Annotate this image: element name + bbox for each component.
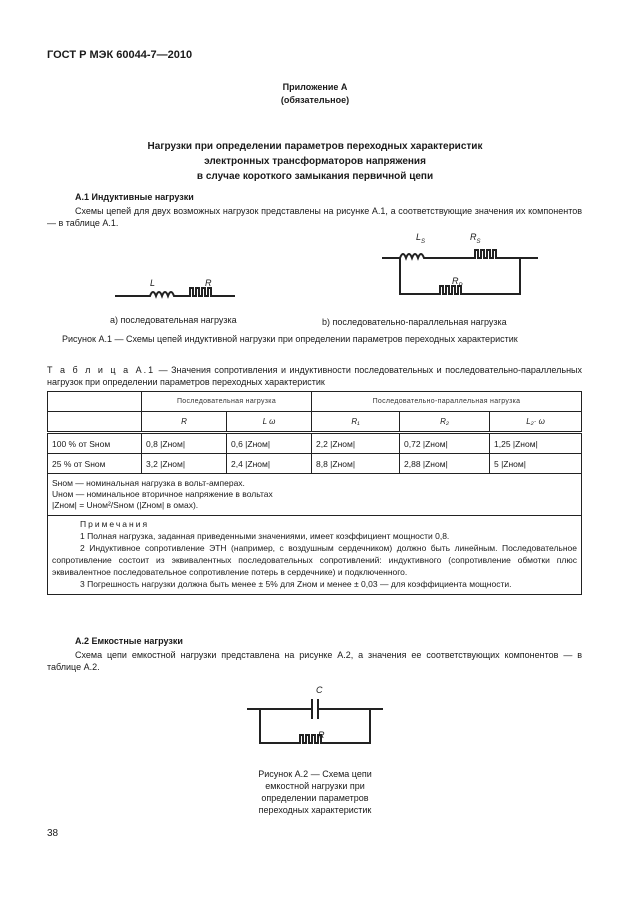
legend-line: Sном — номинальная нагрузка в вольт-амперах.	[52, 478, 245, 488]
table-legend	[48, 474, 582, 516]
section-a2-heading: А.2 Емкостные нагрузки	[75, 636, 183, 646]
label-R: R	[205, 278, 212, 288]
label-RP	[452, 276, 463, 289]
group-header: Последовательная нагрузка	[142, 392, 312, 412]
note: 2 Индуктивное сопротивление ЭТН (например, с воздушным сердечником) должно быть линейным. Последовательное сопротивление состоит из эквивалентных последовательных сопротивлений: индуктивного (сопротивление обмотки плюс эквивалентное последовательное сопротивление потерь в сердечнике) и подключенного.	[52, 543, 577, 577]
title-line-2: электронных трансформаторов напряжения	[204, 156, 426, 167]
fig2-caption: Рисунок А.2 — Схема цепи емкостной нагрузки при определении параметров переходных характеристик	[258, 769, 372, 815]
table-cell: 2,88 |Zном|	[400, 454, 490, 474]
legend-line: Uном — номинальное вторичное напряжение в вольтах	[52, 489, 273, 499]
note: 1 Полная нагрузка, заданная приведенными значениями, имеет коэффициент мощности 0,8.	[80, 531, 450, 541]
label-RP-main: R	[452, 276, 459, 286]
section-a2-text: Схема цепи емкостной нагрузки представлена на рисунке А.2, а значения ее соответствующих компонентов — в таблице А.2.	[47, 650, 582, 672]
row-label: 25 % от Sном	[48, 454, 142, 474]
label-RS-sub: S	[476, 238, 481, 245]
label-RS	[470, 232, 481, 245]
table-row	[48, 433, 582, 454]
label-C: C	[316, 685, 323, 695]
table-notes	[48, 516, 582, 595]
row-label: 100 % от Sном	[48, 433, 142, 454]
legend-line: |Zном| = Uном²/Sном (|Zном| в омах).	[52, 500, 199, 510]
label-L: L	[150, 278, 156, 288]
fig1-caption-b: b) последовательно-параллельная нагрузка	[322, 317, 507, 327]
header-empty	[48, 412, 142, 433]
table-caption-text: — Значения сопротивления и индуктивности последовательных и последовательно-параллельных нагрузок при определении параметров переходных характеристик	[47, 365, 583, 387]
annex-status: (обязательное)	[280, 95, 350, 105]
table-cell: 3,2 |Zном|	[142, 454, 227, 474]
label-RS-main: R	[470, 232, 477, 242]
table-cell: 8,8 |Zном|	[312, 454, 400, 474]
column-header: R₁	[312, 412, 400, 433]
column-header: L ω	[227, 412, 312, 433]
series-load-circuit	[110, 272, 240, 306]
title-line-3: в случае короткого замыкания первичной цепи	[196, 171, 434, 182]
column-header: R₂	[400, 412, 490, 433]
annex-title: Приложение А	[282, 82, 348, 92]
series-parallel-load-circuit	[380, 238, 540, 300]
table-cell: 0,8 |Zном|	[142, 433, 227, 454]
table-cell: 2,2 |Zном|	[312, 433, 400, 454]
table-cell: 2,4 |Zном|	[227, 454, 312, 474]
table-cell: 5 |Zном|	[490, 454, 582, 474]
section-a1-heading: А.1 Индуктивные нагрузки	[75, 192, 194, 202]
note: 3 Погрешность нагрузки должна быть менее ± 5% для Zном и менее ± 0,03 — для коэффициента мощности.	[80, 579, 512, 589]
table-cell: 0,6 |Zном|	[227, 433, 312, 454]
capacitive-load-circuit	[245, 695, 385, 755]
table-row	[48, 454, 582, 474]
table-caption-prefix: Т а б л и ц а А.1	[47, 365, 156, 375]
label-R2: R	[318, 730, 325, 740]
page-number: 38	[47, 828, 59, 839]
fig1-caption: Рисунок А.1 — Схемы цепей индуктивной нагрузки при определении параметров переходных характеристик	[62, 334, 518, 344]
table-cell: 0,72 |Zном|	[400, 433, 490, 454]
label-LS	[416, 232, 425, 245]
notes-title: Примечания	[80, 519, 150, 529]
fig1-caption-a: а) последовательная нагрузка	[110, 315, 237, 325]
column-header: R	[142, 412, 227, 433]
column-header: L₂· ω	[490, 412, 582, 433]
title-line-1: Нагрузки при определении параметров переходных характеристик	[147, 141, 483, 152]
document-header: ГОСТ Р МЭК 60044-7—2010	[47, 49, 193, 61]
table-cell: 1,25 |Zном|	[490, 433, 582, 454]
label-RP-sub: P	[458, 282, 463, 289]
label-LS-main: L	[416, 232, 422, 242]
table-caption	[47, 364, 582, 388]
group-header: Последовательно-параллельная нагрузка	[312, 392, 582, 412]
label-LS-sub: S	[421, 238, 426, 245]
table-a1	[47, 391, 582, 595]
header-empty	[48, 392, 142, 412]
section-a1-text: Схемы цепей для двух возможных нагрузок представлены на рисунке А.1, а соответствующие значения их компонентов — в таблице А.1.	[47, 206, 582, 228]
